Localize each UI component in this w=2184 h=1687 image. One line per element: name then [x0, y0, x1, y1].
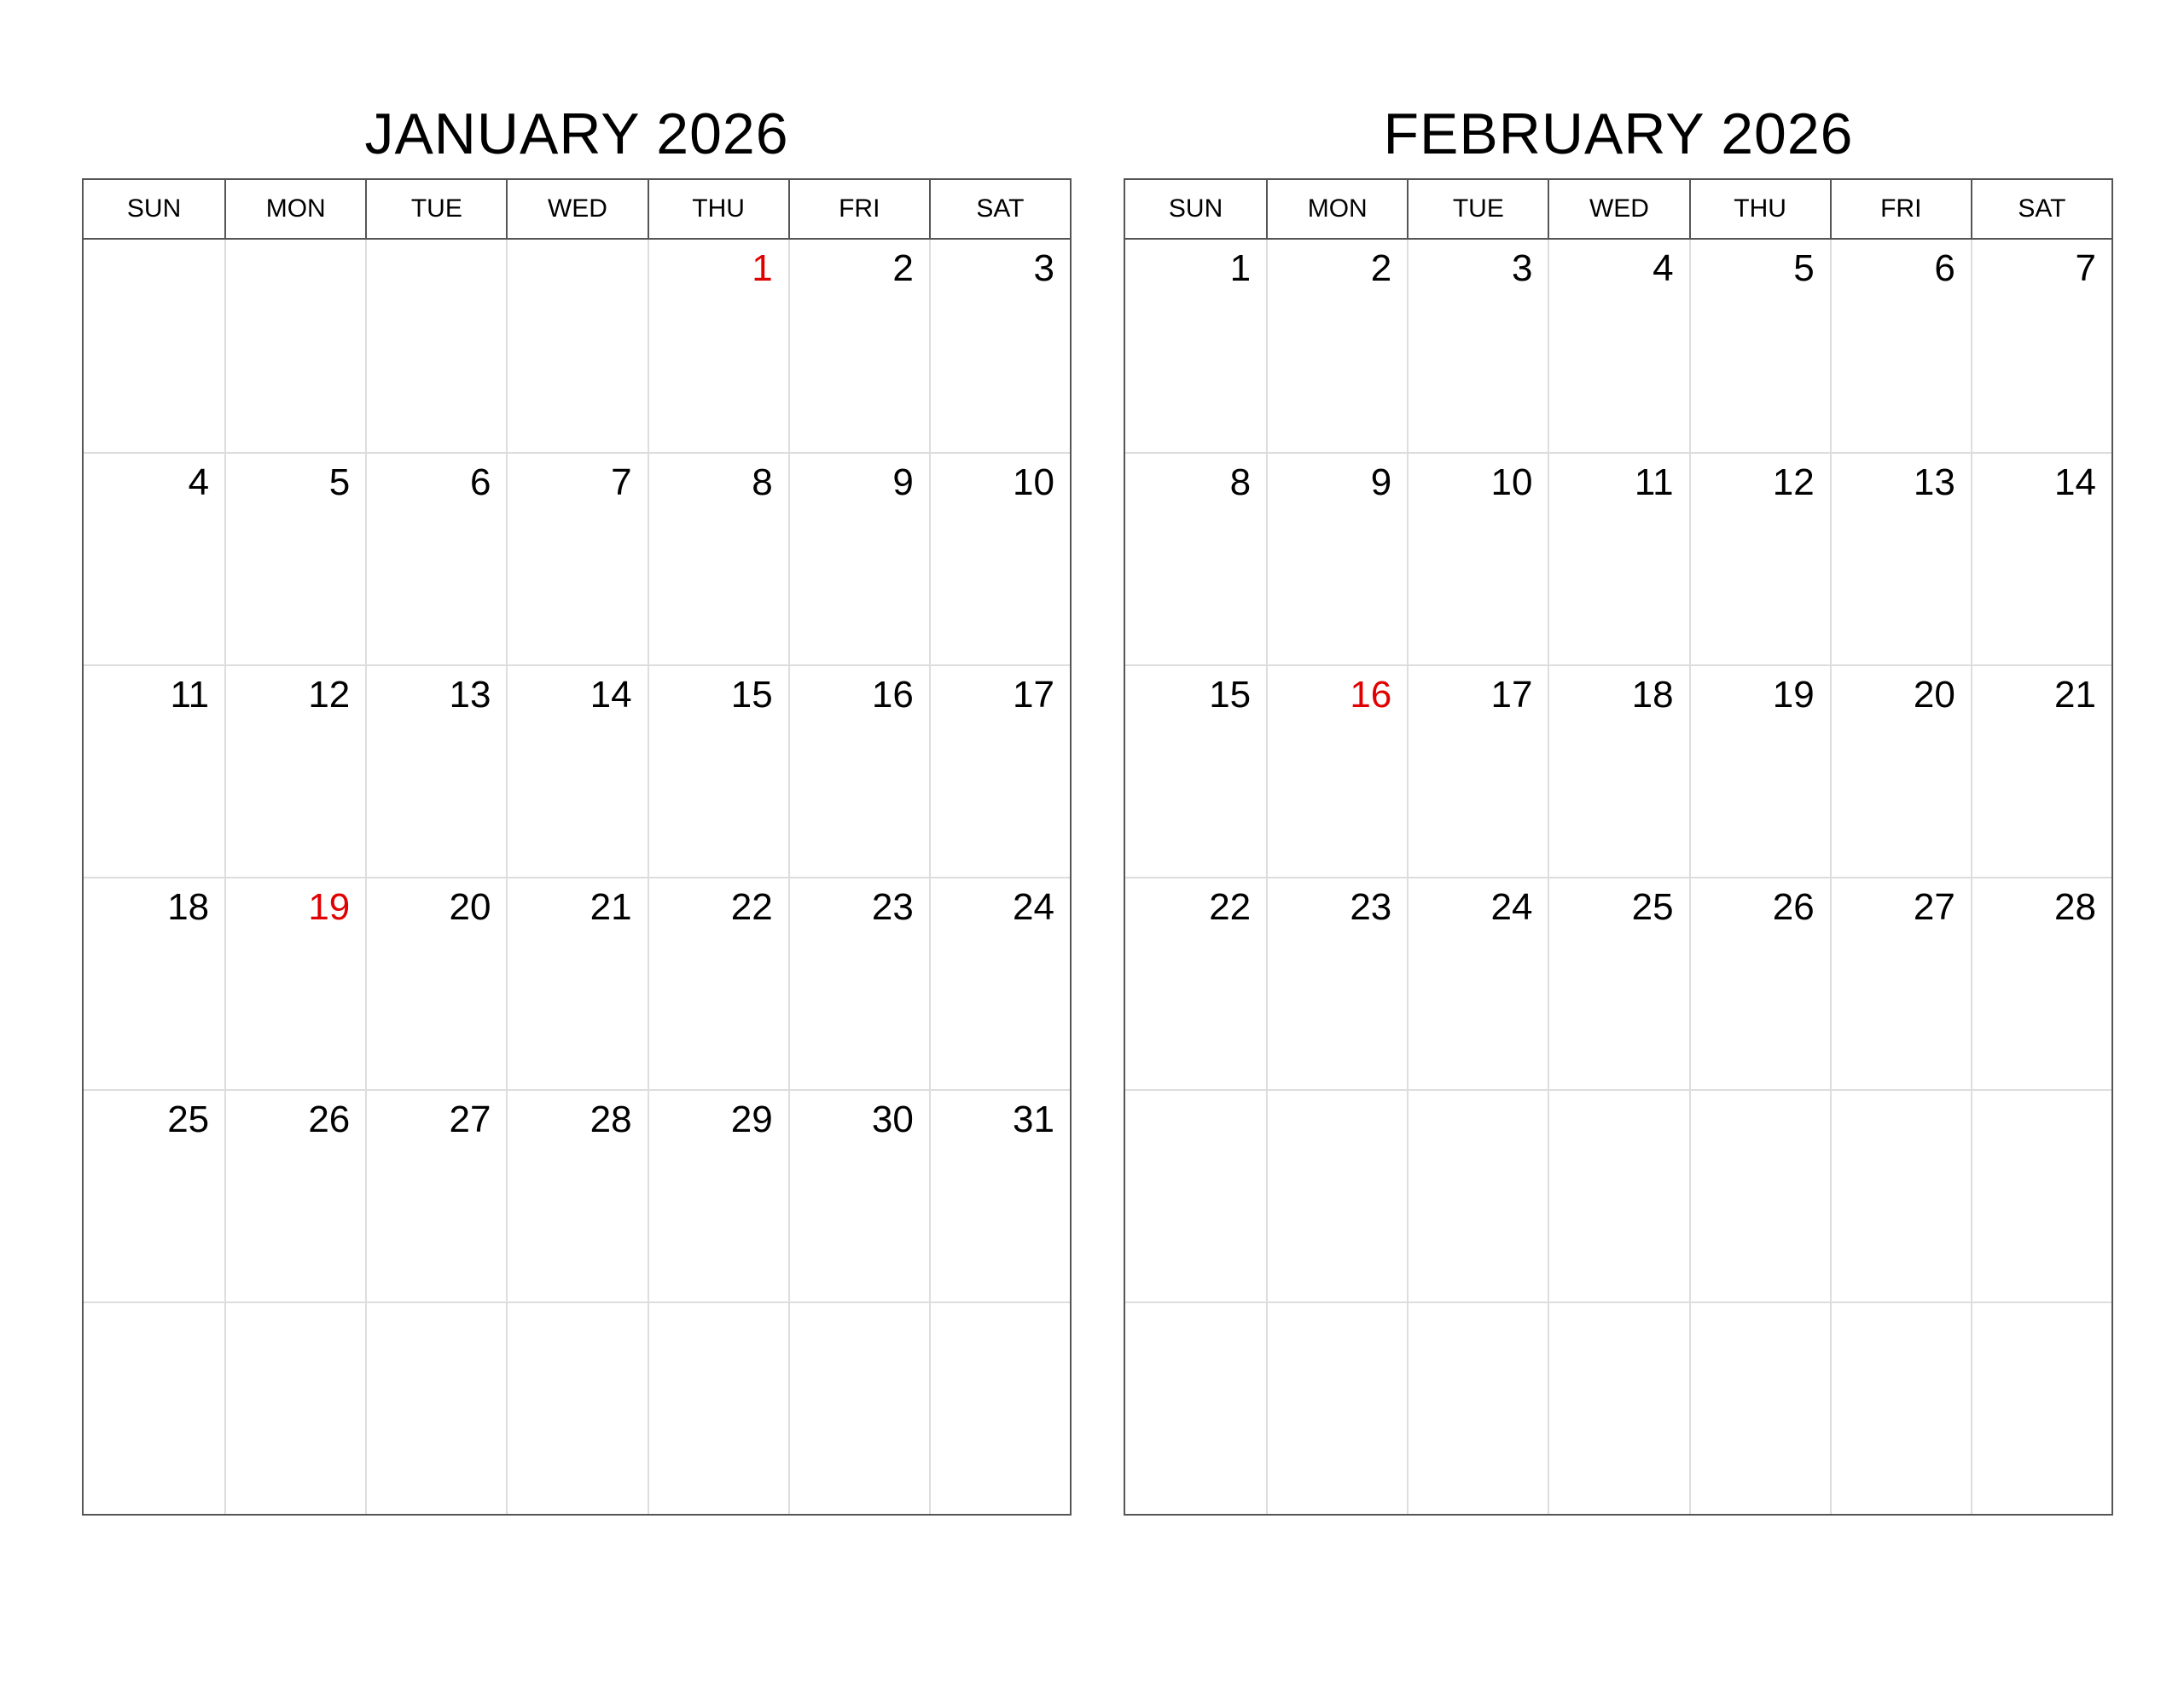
day-number: 31: [1013, 1099, 1054, 1140]
day-cell[interactable]: [1830, 877, 1971, 1089]
day-number: 3: [1511, 247, 1533, 289]
day-cell[interactable]: [1689, 1089, 1830, 1301]
day-cell[interactable]: [648, 877, 788, 1089]
day-cell[interactable]: [506, 664, 647, 877]
day-cell[interactable]: [84, 1301, 224, 1514]
weekday-label-wed: WED: [506, 180, 647, 238]
day-cell[interactable]: [365, 664, 506, 877]
day-number: 10: [1490, 461, 1533, 503]
weekday-label-mon: MON: [224, 180, 365, 238]
calendar-month-february: [1124, 90, 2113, 1516]
day-number: 30: [871, 1099, 914, 1140]
day-number: 13: [449, 674, 491, 716]
day-cell[interactable]: [648, 240, 788, 452]
day-cell[interactable]: [1266, 452, 1407, 664]
day-number: 14: [2054, 461, 2096, 503]
day-number: 2: [1370, 247, 1392, 289]
day-cell[interactable]: [506, 452, 647, 664]
day-number: 10: [1013, 461, 1054, 503]
day-cell[interactable]: [1266, 1301, 1407, 1514]
day-number: 7: [611, 461, 632, 503]
day-cell[interactable]: [1830, 1301, 1971, 1514]
day-number: 19: [1772, 674, 1815, 716]
day-cell[interactable]: [1125, 1089, 1266, 1301]
weekday-label-tue: TUE: [1407, 180, 1548, 238]
day-cell[interactable]: [1548, 664, 1688, 877]
day-cell[interactable]: [224, 452, 365, 664]
day-number: 16: [871, 674, 914, 716]
day-number: 23: [871, 886, 914, 928]
day-number: 12: [308, 674, 351, 716]
day-cell[interactable]: [929, 664, 1070, 877]
day-cell[interactable]: [1689, 664, 1830, 877]
day-number: 27: [1913, 886, 1955, 928]
day-cell[interactable]: [1407, 877, 1548, 1089]
weekday-label-thu: THU: [1689, 180, 1830, 238]
day-cell[interactable]: [1830, 240, 1971, 452]
day-number: 18: [167, 886, 210, 928]
day-cell[interactable]: [1689, 240, 1830, 452]
day-cell[interactable]: [788, 877, 929, 1089]
day-cell[interactable]: [929, 1301, 1070, 1514]
month-title: FEBRUARY 2026: [1383, 101, 1854, 166]
day-cell[interactable]: [1548, 1301, 1688, 1514]
weekday-label-wed: WED: [1548, 180, 1688, 238]
day-cell[interactable]: [929, 877, 1070, 1089]
weekday-label-sun: SUN: [126, 194, 182, 223]
day-number: 20: [449, 886, 491, 928]
day-number: 29: [730, 1099, 773, 1140]
day-cell[interactable]: [506, 877, 647, 1089]
day-cell[interactable]: [506, 1301, 647, 1514]
weekday-header-row: [84, 180, 1070, 240]
day-number: 17: [1490, 674, 1533, 716]
day-cell[interactable]: [788, 1301, 929, 1514]
day-number: 13: [1913, 461, 1955, 503]
day-number: 22: [1209, 886, 1252, 928]
day-cell[interactable]: [365, 877, 506, 1089]
day-cell[interactable]: [224, 1089, 365, 1301]
day-number: 18: [1631, 674, 1674, 716]
day-number: 25: [167, 1099, 210, 1140]
weekday-label-mon: MON: [1266, 180, 1407, 238]
month-title: JANUARY 2026: [364, 101, 789, 166]
weekday-label-sat: SAT: [1971, 180, 2111, 238]
day-cell[interactable]: [1548, 240, 1688, 452]
day-cell[interactable]: [224, 877, 365, 1089]
day-cell[interactable]: [1266, 877, 1407, 1089]
day-cell[interactable]: [1971, 877, 2111, 1089]
day-number: 6: [1934, 247, 1955, 289]
weekday-header-row: [1125, 180, 2111, 240]
day-number: 28: [2054, 886, 2096, 928]
day-number: 8: [752, 461, 773, 503]
day-cell[interactable]: [788, 1089, 929, 1301]
day-cell[interactable]: [1125, 240, 1266, 452]
day-cell[interactable]: [84, 877, 224, 1089]
day-cell[interactable]: [1971, 240, 2111, 452]
day-cell[interactable]: [1689, 452, 1830, 664]
day-number: 7: [2075, 247, 2096, 289]
day-cell[interactable]: [1407, 1301, 1548, 1514]
day-number: 1: [752, 247, 773, 289]
day-cell[interactable]: [1266, 664, 1407, 877]
day-number: 6: [469, 461, 491, 503]
day-cell[interactable]: [1125, 877, 1266, 1089]
day-cell[interactable]: [1407, 240, 1548, 452]
day-number: 3: [1033, 247, 1054, 289]
day-number: 11: [170, 674, 210, 716]
day-number: 1: [1229, 247, 1252, 289]
day-number: 17: [1013, 674, 1054, 716]
weekday-label-tue: TUE: [365, 180, 506, 238]
day-cell[interactable]: [224, 664, 365, 877]
day-cell[interactable]: [648, 1301, 788, 1514]
day-number: 21: [590, 886, 632, 928]
day-cell[interactable]: [84, 664, 224, 877]
day-cell[interactable]: [1971, 452, 2111, 664]
day-number: 2: [892, 247, 914, 289]
calendar-grid: [82, 178, 1072, 1516]
day-number: 25: [1631, 886, 1674, 928]
weekday-label-sat: SAT: [929, 180, 1070, 238]
day-number: 22: [730, 886, 773, 928]
day-cell[interactable]: [1830, 664, 1971, 877]
day-number: 27: [449, 1099, 491, 1140]
day-cell[interactable]: [1125, 1301, 1266, 1514]
day-cell[interactable]: [788, 664, 929, 877]
day-cell[interactable]: [1548, 877, 1688, 1089]
day-cell[interactable]: [1830, 1089, 1971, 1301]
day-cell[interactable]: [1407, 664, 1548, 877]
day-cell[interactable]: [648, 452, 788, 664]
day-cell[interactable]: [365, 240, 506, 452]
day-cell[interactable]: [365, 1301, 506, 1514]
day-number: 8: [1229, 461, 1252, 503]
weekday-label-thu: THU: [648, 180, 788, 238]
day-number: 5: [1793, 247, 1815, 289]
day-cell[interactable]: [929, 452, 1070, 664]
day-cell[interactable]: [224, 240, 365, 452]
weeks-grid: [1125, 240, 2111, 1514]
day-cell[interactable]: [506, 240, 647, 452]
day-cell[interactable]: [1971, 664, 2111, 877]
day-cell[interactable]: [1971, 1089, 2111, 1301]
day-number: 11: [1634, 461, 1674, 503]
day-number: 21: [2054, 674, 2096, 716]
day-cell[interactable]: [365, 1089, 506, 1301]
day-cell[interactable]: [1548, 1089, 1688, 1301]
weekday-label-fri: FRI: [788, 180, 929, 238]
day-number: 4: [188, 461, 210, 503]
weekday-label-sun: SUN: [1168, 194, 1223, 223]
day-cell[interactable]: [788, 452, 929, 664]
day-number: 9: [1370, 461, 1392, 503]
day-cell[interactable]: [1125, 452, 1266, 664]
day-cell[interactable]: [1407, 1089, 1548, 1301]
day-number: 9: [892, 461, 914, 503]
day-cell[interactable]: [1971, 1301, 2111, 1514]
day-cell[interactable]: [84, 240, 224, 452]
day-cell[interactable]: [1407, 452, 1548, 664]
day-number: 26: [1772, 886, 1815, 928]
day-number: 24: [1490, 886, 1533, 928]
day-number: 28: [590, 1099, 632, 1140]
day-cell[interactable]: [929, 240, 1070, 452]
day-cell[interactable]: [929, 1089, 1070, 1301]
day-number: 14: [590, 674, 632, 716]
day-cell[interactable]: [1125, 664, 1266, 877]
calendar-grid: [1124, 178, 2113, 1516]
day-number: 15: [1209, 674, 1252, 716]
day-number: 19: [308, 886, 351, 928]
day-number: 24: [1013, 886, 1054, 928]
day-cell[interactable]: [1548, 452, 1688, 664]
weekday-label-fri: FRI: [1830, 180, 1971, 238]
day-cell[interactable]: [506, 1089, 647, 1301]
day-number: 20: [1913, 674, 1955, 716]
day-cell[interactable]: [648, 1089, 788, 1301]
day-cell[interactable]: [648, 664, 788, 877]
day-cell[interactable]: [224, 1301, 365, 1514]
day-cell[interactable]: [84, 452, 224, 664]
day-number: 4: [1653, 247, 1674, 289]
day-number: 16: [1350, 674, 1392, 716]
day-cell[interactable]: [365, 452, 506, 664]
day-cell[interactable]: [1266, 240, 1407, 452]
day-number: 5: [328, 461, 351, 503]
day-cell[interactable]: [84, 1089, 224, 1301]
day-cell[interactable]: [788, 240, 929, 452]
day-number: 26: [308, 1099, 351, 1140]
day-number: 23: [1350, 886, 1392, 928]
day-cell[interactable]: [1689, 877, 1830, 1089]
day-cell[interactable]: [1830, 452, 1971, 664]
day-cell[interactable]: [1689, 1301, 1830, 1514]
weeks-grid: [84, 240, 1070, 1514]
day-number: 12: [1772, 461, 1815, 503]
day-cell[interactable]: [1266, 1089, 1407, 1301]
calendar-month-january: [82, 90, 1072, 1516]
day-number: 15: [730, 674, 773, 716]
